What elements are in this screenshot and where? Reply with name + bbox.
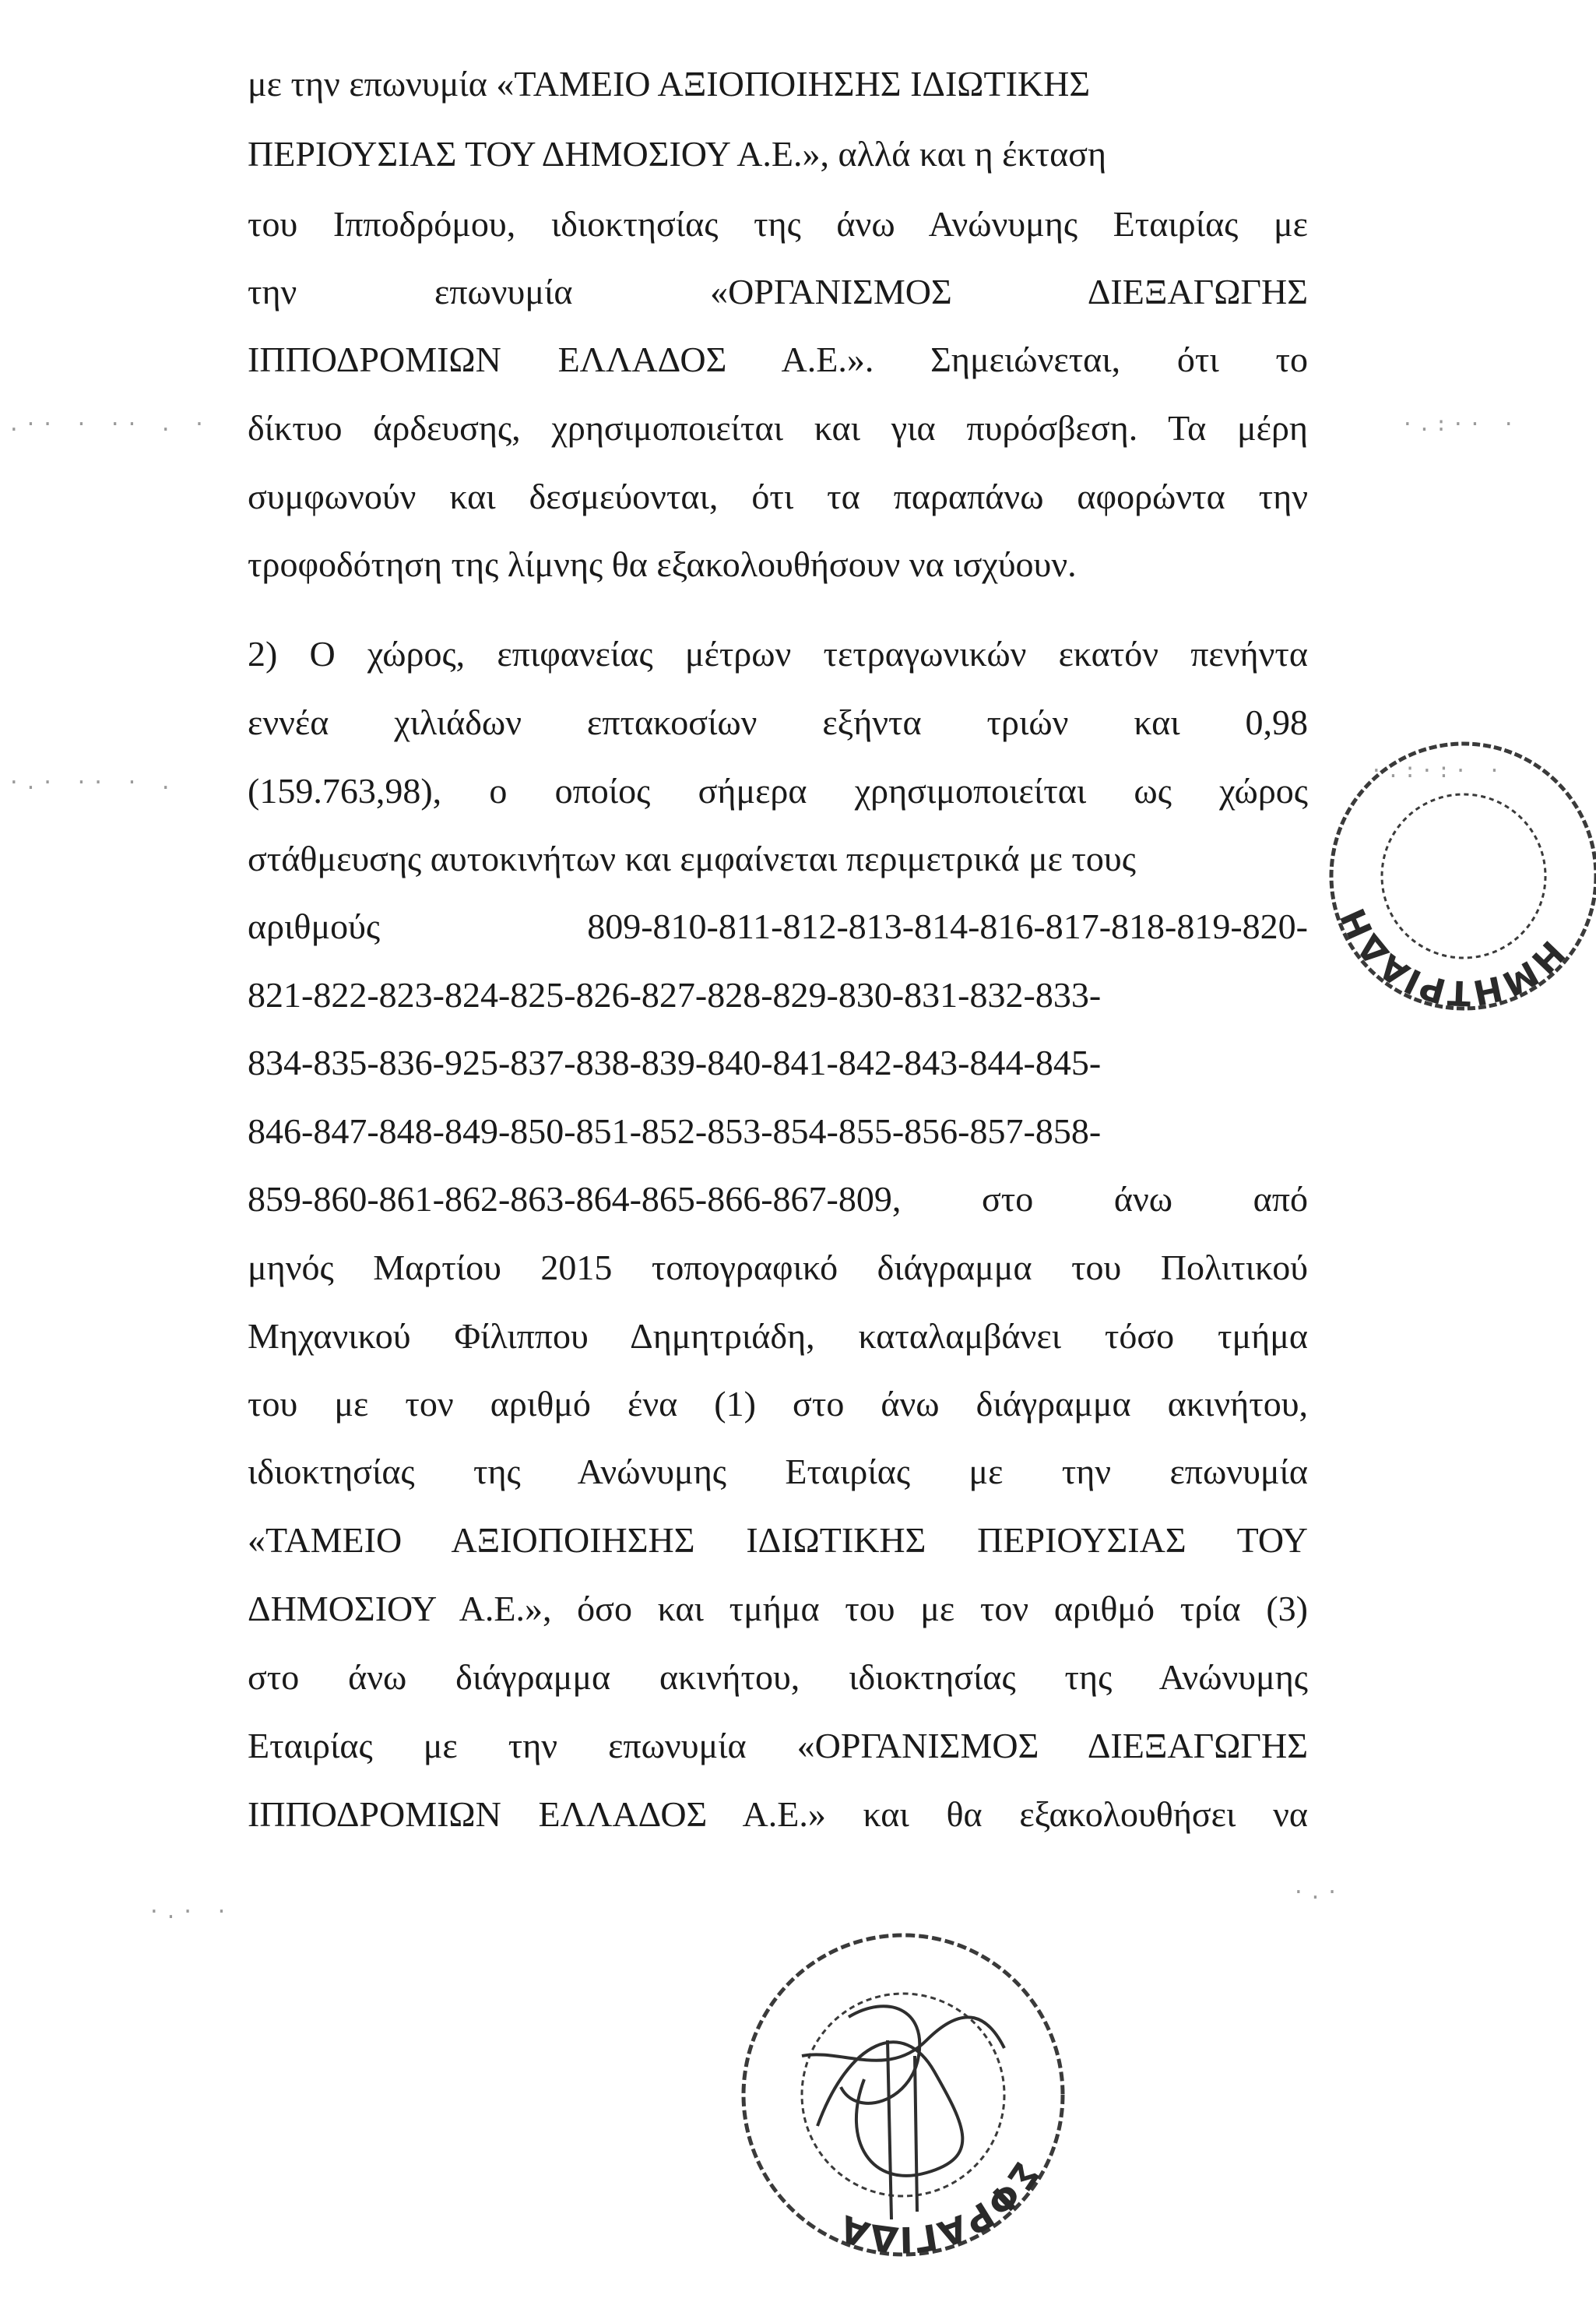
seal-signature-scribble xyxy=(802,2006,1004,2219)
text-line-25: Εταιρίας με την επωνυμία «ΟΡΓΑΝΙΣΜΟΣ ΔΙΕΞΑΓΩΓΗΣ xyxy=(248,1726,1308,1765)
seal-stamp-bottom xyxy=(732,1924,1074,2266)
text-line-24: στο άνω διάγραμμα ακινήτου, ιδιοκτησίας της Ανώνυμης xyxy=(248,1657,1308,1697)
scan-noise: ·.:·:· · xyxy=(1370,759,1506,783)
text-line-22: «ΤΑΜΕΙΟ ΑΞΙΟΠΟΙΗΣΗΣ ΙΔΙΩΤΙΚΗΣ ΠΕΡΙΟΥΣΙΑΣ ΤΟΥ xyxy=(248,1520,1308,1560)
text-line-8: τροφοδότηση της λίμνης θα εξακολουθήσουν να ισχύουν. xyxy=(248,544,1077,584)
text-line-18: μηνός Μαρτίου 2015 τοπογραφικό διάγραμμα του Πολιτικού xyxy=(248,1248,1308,1287)
seal-right-text: ΗΜΗΤΡΙΑΔΗ xyxy=(1333,902,1573,1013)
text-line-11: (159.763,98), ο οποίος σήμερα χρησιμοποιείται ως χώρος xyxy=(248,771,1308,811)
scan-noise: .·· · ·· . · xyxy=(8,413,210,436)
text-line-12: στάθμευσης αυτοκινήτων και εμφαίνεται περιμετρικά με τους xyxy=(248,839,1136,878)
text-line-21: ιδιοκτησίας της Ανώνυμης Εταιρίας με την επωνυμία xyxy=(248,1452,1308,1491)
text-line-6: δίκτυο άρδευσης, χρησιμοποιείται και για πυρόσβεση. Τα μέρη xyxy=(248,408,1308,448)
text-line-20: του με τον αριθμό ένα (1) στο άνω διάγραμμα ακινήτου, xyxy=(248,1384,1308,1424)
text-line-7: συμφωνούν και δεσμεύονται, ότι τα παραπάνω αφορώντα την xyxy=(248,477,1308,516)
text-line-16: 846-847-848-849-850-851-852-853-854-855-856-857-858- xyxy=(248,1111,1102,1151)
text-line-17: 859-860-861-862-863-864-865-866-867-809, στο άνω από xyxy=(248,1179,1308,1219)
text-line-10: εννέα χιλιάδων επτακοσίων εξήντα τριών και 0,98 xyxy=(248,702,1308,742)
svg-text:ΣΦΡΑΓΙΔΑ xyxy=(834,2154,1047,2261)
scan-noise: ·.:·· · xyxy=(1401,413,1520,436)
scan-noise: ·.· · xyxy=(148,1900,233,1924)
text-line-15: 834-835-836-925-837-838-839-840-841-842-843-844-845- xyxy=(248,1043,1102,1082)
text-line-23: ΔΗΜΟΣΙΟΥ Α.Ε.», όσο και τμήμα του με τον αριθμό τρία (3) xyxy=(248,1589,1308,1628)
scan-noise: ·.· xyxy=(1292,1881,1343,1904)
seal-stamp-right xyxy=(1324,736,1596,1016)
text-line-13: αριθμούς 809-810-811-812-813-814-816-817-818-819-820- xyxy=(248,906,1308,946)
text-line-4: την επωνυμία «ΟΡΓΑΝΙΣΜΟΣ ΔΙΕΞΑΓΩΓΗΣ xyxy=(248,272,1308,311)
seal-bottom-text: ΣΦΡΑΓΙΔΑ xyxy=(834,2154,1048,2261)
text-line-5: ΙΠΠΟΔΡΟΜΙΩΝ ΕΛΛΑΔΟΣ Α.Ε.». Σημειώνεται, ότι το xyxy=(248,340,1308,379)
text-line-19: Μηχανικού Φίλιππου Δημητριάδη, καταλαμβάνει τόσο τμήμα xyxy=(248,1316,1308,1356)
text-line-26: ΙΠΠΟΔΡΟΜΙΩΝ ΕΛΛΑΔΟΣ Α.Ε.» και θα εξακολουθήσει να xyxy=(248,1794,1308,1834)
text-line-3: του Ιπποδρόμου, ιδιοκτησίας της άνω Ανώνυμης Εταιρίας με xyxy=(248,204,1308,244)
text-line-9: 2) Ο χώρος, επιφανείας μέτρων τετραγωνικών εκατόν πενήντα xyxy=(248,634,1308,674)
text-line-1: με την επωνυμία «ΤΑΜΕΙΟ ΑΞΙΟΠΟΙΗΣΗΣ ΙΔΙΩΤΙΚΗΣ xyxy=(248,64,1091,104)
scan-noise: ·.· ·· · . xyxy=(8,771,177,794)
text-line-2: ΠΕΡΙΟΥΣΙΑΣ ΤΟΥ ΔΗΜΟΣΙΟΥ Α.Ε.», αλλά και η έκταση xyxy=(248,134,1107,174)
text-line-14: 821-822-823-824-825-826-827-828-829-830-831-832-833- xyxy=(248,975,1102,1015)
